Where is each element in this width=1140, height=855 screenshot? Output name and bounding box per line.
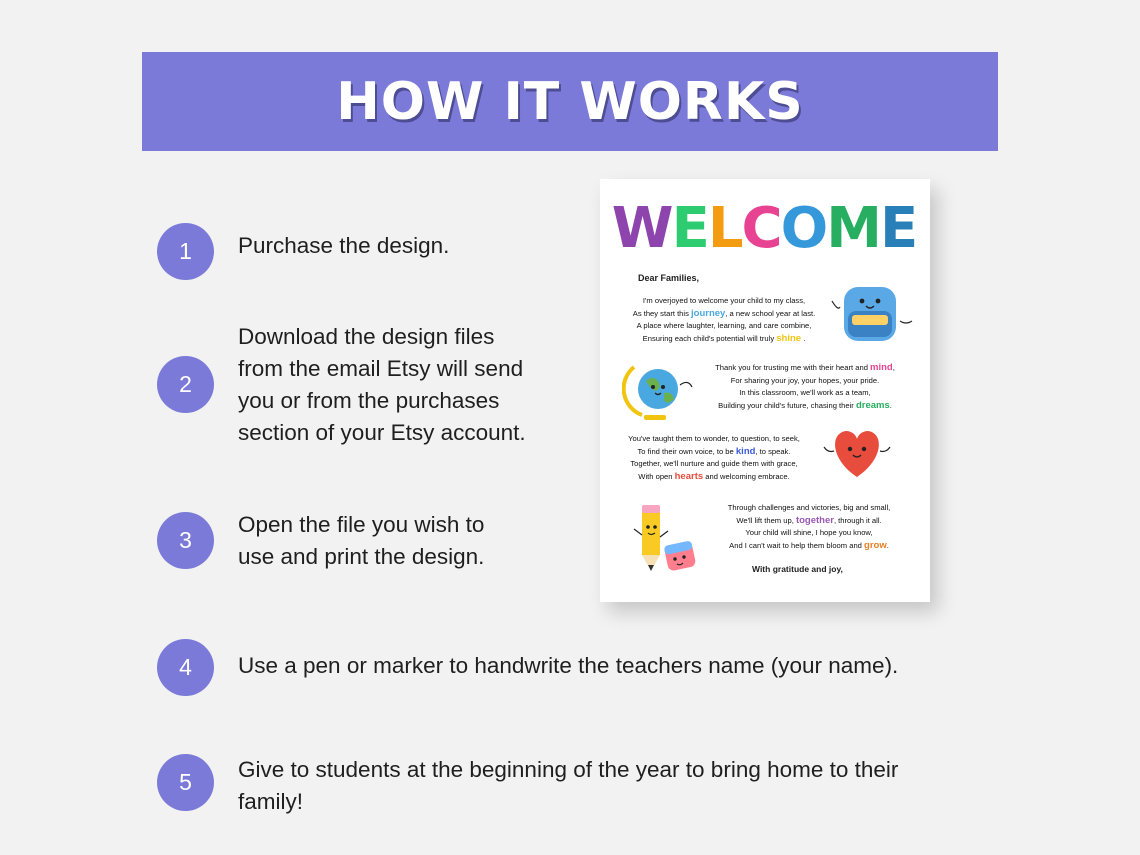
- welcome-letter: E: [879, 196, 917, 261]
- welcome-letter: C: [741, 196, 781, 261]
- welcome-letter: M: [826, 196, 880, 261]
- pencil-eraser-icon: [628, 501, 708, 577]
- header-banner: [142, 52, 998, 151]
- step-4-badge: 4: [157, 639, 214, 696]
- letter-greeting: Dear Families,: [638, 273, 700, 283]
- step-3-text: Open the file you wish to use and print the design.: [238, 512, 485, 569]
- step-3-badge: 3: [157, 512, 214, 569]
- page-title: HOW IT WORKS: [336, 71, 804, 132]
- welcome-letter: O: [780, 196, 827, 261]
- step-4-text: Use a pen or marker to handwrite the teachers name (your name).: [238, 653, 899, 678]
- step-1-badge: 1: [157, 223, 214, 280]
- poem-paragraph-2: Thank you for trusting me with their heart and mind, For sharing your joy, your hopes, your pride. In this classroom, we'll work as a team, Building your child's future, chasing their dreams.: [715, 362, 895, 411]
- heart-icon: [822, 425, 892, 481]
- globe-icon: [622, 357, 696, 427]
- step-2-text: Download the design files from the email Etsy will send you or from the purchases section of your Etsy account.: [238, 324, 526, 445]
- letter-preview: [600, 179, 930, 602]
- step-5-badge: 5: [157, 754, 214, 811]
- welcome-heading: [611, 196, 917, 261]
- poem-paragraph-4: Through challenges and victories, big and small, We'll lift them up, together, through it all. Your child will shine, I hope you know, And I can't wait to help them bloom and grow.: [727, 503, 891, 551]
- welcome-letter: E: [671, 196, 708, 261]
- step-2-badge: 2: [157, 356, 214, 413]
- welcome-letter: W: [611, 196, 672, 261]
- welcome-letter: L: [707, 196, 742, 261]
- poem-paragraph-3: You've taught them to wonder, to question, to seek, To find their own voice, to be kind, to speak. Together, we'll nurture and guide them with grace, With open hearts and welcoming embrace.: [628, 434, 800, 482]
- step-5-text: Give to students at the beginning of the year to bring home to their family!: [238, 757, 899, 814]
- step-1-text: Purchase the design.: [238, 233, 450, 258]
- poem-paragraph-1: I'm overjoyed to welcome your child to my class, As they start this journey, a new school year at last. A place where laughter, learning, and care combine, Ensuring each child's potential will truly shine .: [632, 296, 816, 344]
- backpack-icon: [828, 281, 916, 345]
- letter-closing: With gratitude and joy,: [752, 564, 843, 574]
